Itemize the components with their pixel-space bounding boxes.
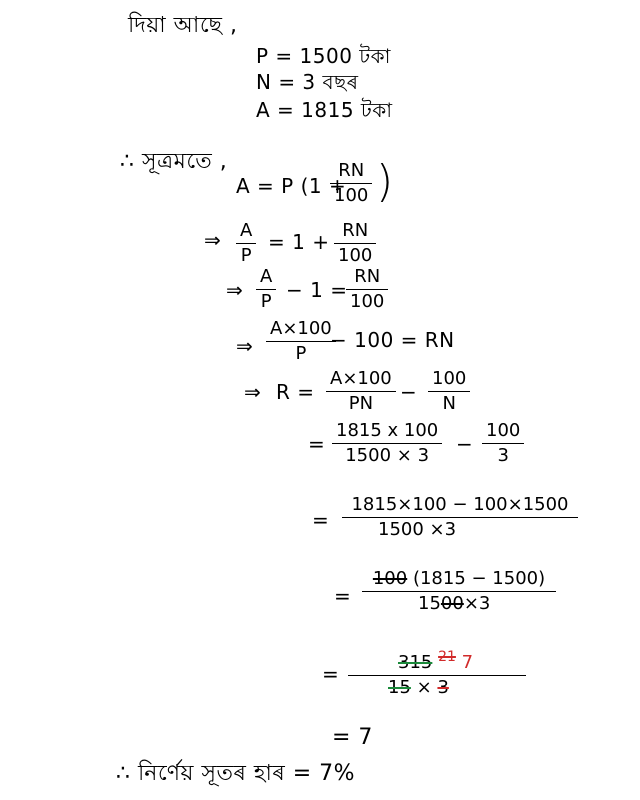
step9-fraction [348, 646, 526, 699]
step8-denominator-rest: ×3 [463, 593, 491, 614]
fraction-bar [332, 443, 442, 444]
fraction-bar [330, 183, 372, 184]
step9-denominator [348, 677, 526, 699]
step2-implies: ⇒ [204, 228, 222, 252]
step1-denominator: 100 [334, 185, 369, 206]
step9-cancelled-15: 15 [388, 677, 411, 698]
step1-lhs: A = P (1 + [236, 174, 347, 198]
step3-implies: ⇒ [226, 278, 244, 302]
step8-denominator-keep: 15 [418, 593, 441, 614]
step7-fraction [342, 494, 578, 541]
step5-numerator2: 100 [432, 368, 467, 389]
step5-denominator2: N [442, 393, 456, 414]
step5-minus: − [400, 380, 418, 404]
fraction-bar [348, 675, 526, 676]
step9-result-7: 7 [461, 652, 474, 673]
step3-middle: − 1 = [286, 278, 348, 302]
given-amount: A = 1815 টকা [256, 98, 393, 122]
step2-rhs-numerator: RN [342, 220, 369, 241]
step4-implies: ⇒ [236, 334, 254, 358]
step6-numerator1: 1815 x 100 [336, 420, 439, 441]
step9-cancelled-315: 315 [398, 652, 433, 673]
fraction-bar [482, 443, 524, 444]
step5-implies: ⇒ [244, 380, 262, 404]
step9-cancelled-3: 3 [437, 677, 449, 698]
step6-fraction2 [482, 420, 524, 467]
step2-rhs-denominator: 100 [338, 245, 373, 266]
step6-numerator2: 100 [486, 420, 521, 441]
step9-equals: = [322, 662, 340, 686]
step1-numerator: RN [338, 160, 365, 181]
fraction-bar [334, 243, 376, 244]
step5-denominator1: PN [348, 393, 374, 414]
step7-numerator: 1815×100 − 100×1500 [351, 494, 569, 515]
step5-fraction1 [326, 368, 396, 415]
fraction-bar [342, 517, 578, 518]
step2-middle: = 1 + [268, 230, 330, 254]
step8-cancelled-00: 00 [440, 593, 464, 614]
given-heading: দিয়া আছে , [128, 13, 238, 38]
step8-numerator [362, 568, 556, 590]
step3-rhs-numerator: RN [354, 266, 381, 287]
step7-denominator: 1500 ×3 [378, 519, 457, 540]
fraction-bar [266, 341, 336, 342]
formula-intro: ∴ সূত্ৰমতে , [120, 149, 228, 174]
step2-rhs-fraction [334, 220, 376, 267]
step1-fraction [330, 160, 372, 207]
step3-lhs-numerator: A [260, 266, 273, 287]
step1-right-paren: ) [376, 156, 394, 207]
fraction-bar [346, 289, 388, 290]
step2-lhs-fraction [236, 220, 256, 267]
step6-denominator1: 1500 × 3 [345, 445, 430, 466]
fraction-bar [362, 591, 556, 592]
step5-fraction2 [428, 368, 470, 415]
step4-denominator: P [295, 343, 307, 364]
step5-numerator1: A×100 [330, 368, 392, 389]
given-time: N = 3 বছৰ [256, 70, 359, 94]
fraction-bar [236, 243, 256, 244]
step4-numerator: A×100 [270, 318, 332, 339]
step3-rhs-denominator: 100 [350, 291, 385, 312]
step6-denominator2: 3 [497, 445, 509, 466]
step8-denominator [362, 593, 556, 615]
step10-result: = 7 [332, 725, 373, 750]
conclusion: ∴ নিৰ্ণেয় সূতৰ হাৰ = 7% [116, 761, 356, 786]
step5-lead: R = [276, 380, 315, 404]
given-principal: P = 1500 টকা [256, 44, 391, 68]
fraction-bar [256, 289, 276, 290]
step6-minus: − [456, 432, 474, 456]
step2-lhs-numerator: A [240, 220, 253, 241]
step9-cancelled-21: 21 [438, 649, 456, 665]
step8-numerator-rest: (1815 − 1500) [407, 568, 546, 589]
fraction-bar [428, 391, 470, 392]
step4-fraction [266, 318, 336, 365]
step9-numerator [348, 646, 526, 674]
step6-fraction1 [332, 420, 442, 467]
step6-equals: = [308, 432, 326, 456]
step3-lhs-fraction [256, 266, 276, 313]
fraction-bar [326, 391, 396, 392]
step2-lhs-denominator: P [240, 245, 252, 266]
step8-fraction [362, 568, 556, 615]
step9-times: × [410, 677, 438, 698]
step7-equals: = [312, 508, 330, 532]
step3-rhs-fraction [346, 266, 388, 313]
step4-rest: − 100 = RN [330, 328, 455, 352]
step8-equals: = [334, 584, 352, 608]
step8-cancelled-100: 100 [372, 568, 408, 589]
step3-lhs-denominator: P [260, 291, 272, 312]
